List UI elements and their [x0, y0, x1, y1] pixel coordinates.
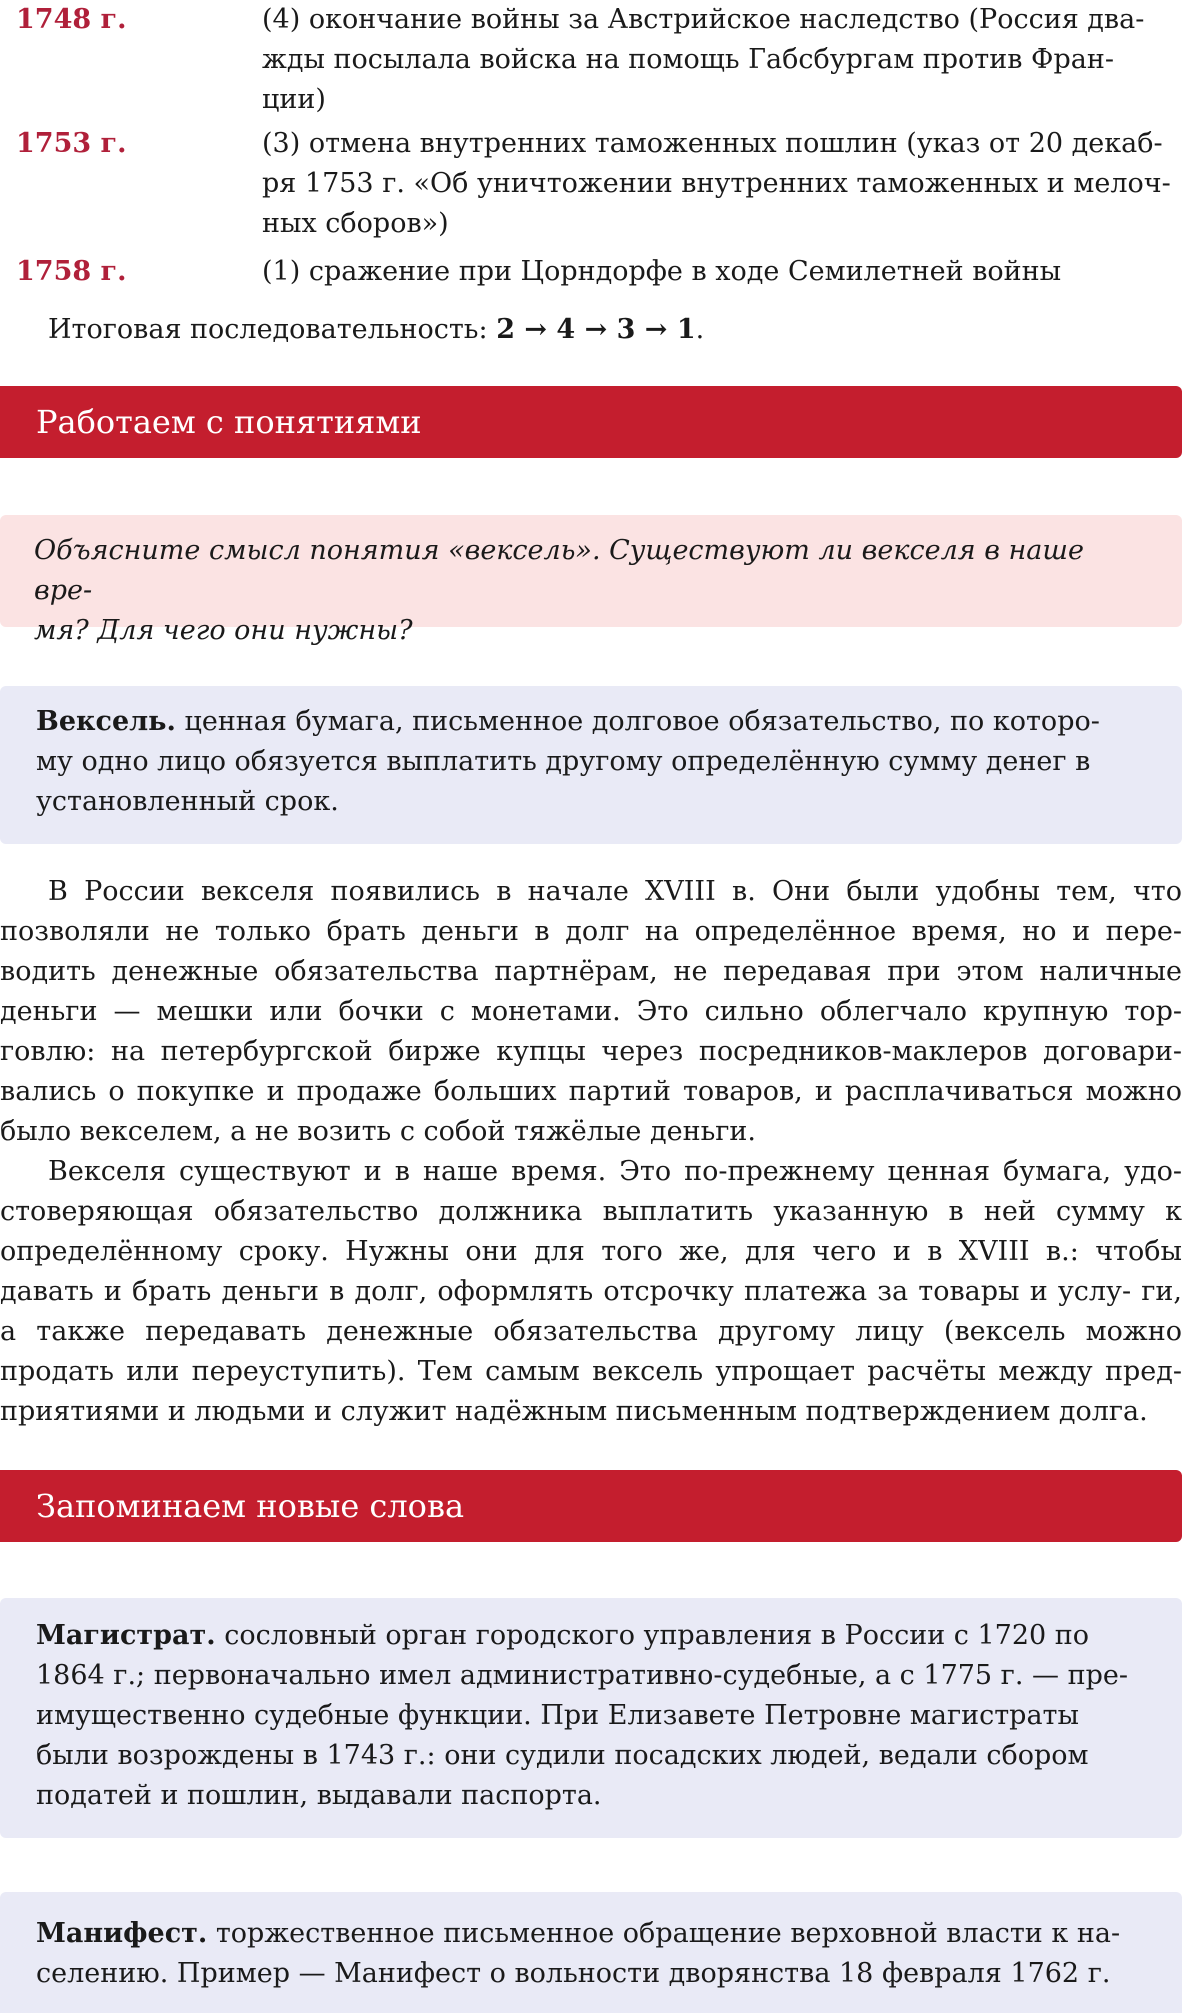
body-paragraph [0, 872, 1182, 1152]
timeline-row [16, 252, 1182, 292]
text-line: вались о покупке и продаже больших партий товаров, и расплачиваться можно [0, 1076, 1182, 1107]
text-line: ценная бумага, письменное долговое обязательство, по которо- [175, 706, 1100, 737]
timeline-year: 1753 г. [16, 128, 127, 159]
definition-box-veksel [0, 686, 1182, 844]
final-sequence [48, 310, 704, 350]
text-line: приятиями и людьми и служит надёжным письменным подтверждением долга. [0, 1396, 1148, 1427]
section-header-new-words [0, 1470, 1182, 1542]
section-header-concepts [0, 386, 1182, 458]
definition-term: Магистрат. [36, 1620, 216, 1651]
final-label: Итоговая последовательность: [48, 314, 488, 345]
section-title: Работаем с понятиями [36, 403, 422, 441]
text-line: имущественно судебные функции. При Елизавете Петровне магистраты [36, 1700, 1079, 1731]
definition-text [36, 702, 1146, 822]
text-line: продать или переуступить). Тем самым вексель упрощает расчёты между пред- [0, 1356, 1182, 1387]
text-line: Векселя существуют и в наше время. Это по-прежнему ценная бумага, удо- [48, 1156, 1182, 1187]
text-line: стоверяющая обязательство должника выплатить указанную в ней сумму к [0, 1196, 1182, 1227]
definition-term: Вексель. [36, 706, 176, 737]
timeline-event [262, 124, 1182, 244]
text-line: водить денежные обязательства партнёрам, не передавая при этом наличные [0, 956, 1182, 987]
timeline-row [16, 124, 1182, 244]
sequence-value: 2 → 4 → 3 → 1 [496, 314, 696, 345]
text-line: определённому сроку. Нужны они для того же, для чего и в XVIII в.: чтобы [0, 1236, 1182, 1267]
text-line: жды посылала войска на помощь Габсбургам против Фран- [262, 44, 1114, 75]
text-line: сословный орган городского управления в России с 1720 по [215, 1620, 1090, 1651]
timeline-year: 1758 г. [16, 256, 127, 287]
text-line: 1864 г.; первоначально имел административно-судебные, а с 1775 г. — пре- [36, 1660, 1128, 1691]
text-line: му одно лицо обязуется выплатить другому определённую сумму денег в [36, 746, 1091, 777]
text-line: давать и брать деньги в долг, оформлять отсрочку платежа за товары и услу- [0, 1276, 1132, 1307]
body-paragraph [0, 1152, 1182, 1432]
text-line: (4) окончание войны за Австрийское наследство (Россия два- [262, 4, 1145, 35]
definition-text [36, 1616, 1146, 1816]
text-line: установленный срок. [36, 786, 339, 817]
section-title: Запоминаем новые слова [36, 1487, 465, 1525]
question-box [0, 515, 1182, 646]
definition-text [36, 1914, 1146, 1994]
timeline-row [16, 0, 1182, 120]
text-line: ря 1753 г. «Об уничтожении внутренних таможенных и мелоч- [262, 168, 1171, 199]
text-line: говлю: на петербургской бирже купцы через посредников-маклеров договари- [0, 1036, 1182, 1067]
final-period: . [695, 314, 705, 345]
definition-box-manifest [0, 1892, 1182, 2013]
text-line: ги, а также передавать денежные обязательства другому лицу (вексель можно [0, 1276, 1182, 1347]
timeline-event [262, 0, 1182, 120]
text-line: торжественное письменное обращение верховной власти к на- [207, 1918, 1121, 1949]
text-line: Объясните смысл понятия «вексель». Существуют ли векселя в наше вре- [34, 535, 1084, 606]
text-line: мя? Для чего они нужны? [34, 615, 413, 646]
text-line: позволяли не только брать деньги в долг на определённое время, но и пере- [0, 916, 1182, 947]
text-line: было векселем, а не возить с собой тяжёлые деньги. [0, 1116, 756, 1147]
definition-term: Манифест. [36, 1918, 208, 1949]
text-line: податей и пошлин, выдавали паспорта. [36, 1780, 602, 1811]
timeline-event [262, 252, 1182, 292]
timeline-year: 1748 г. [16, 4, 127, 35]
question-text [34, 531, 1149, 651]
text-line: ных сборов») [262, 208, 449, 239]
text-line: селению. Пример — Манифест о вольности дворянства 18 февраля 1762 г. [36, 1958, 1111, 1989]
text-line: В России векселя появились в начале XVIII в. Они были удобны тем, что [48, 876, 1182, 907]
text-line: (3) отмена внутренних таможенных пошлин (указ от 20 декаб- [262, 128, 1163, 159]
text-line: (1) сражение при Цорндорфе в ходе Семилетней войны [262, 256, 1062, 287]
definition-box-magistrat [0, 1598, 1182, 1838]
text-line: деньги — мешки или бочки с монетами. Это сильно облегчало крупную тор- [0, 996, 1182, 1027]
text-line: были возрождены в 1743 г.: они судили посадских людей, ведали сбором [36, 1740, 1089, 1771]
text-line: ции) [262, 84, 326, 115]
